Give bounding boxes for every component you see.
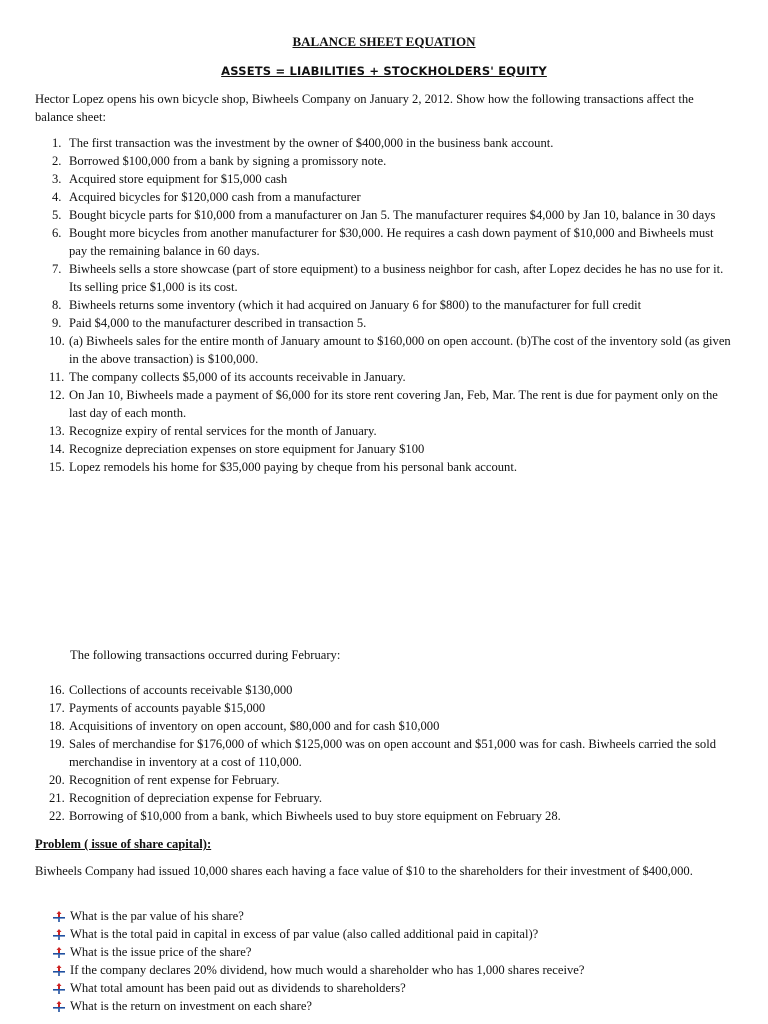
questions-list <box>53 907 584 1015</box>
transaction-number: 14. <box>49 442 65 456</box>
transaction-number: 3. <box>52 172 62 186</box>
transaction-item <box>0 789 768 807</box>
arrow-bullet-icon <box>53 911 65 922</box>
transaction-text: Collections of accounts receivable $130,000 <box>69 683 293 697</box>
question-item <box>53 997 584 1015</box>
transaction-item <box>0 188 768 206</box>
question-item <box>53 907 584 925</box>
transaction-item <box>0 260 768 296</box>
problem-text: Biwheels Company had issued 10,000 shares each having a face value of $10 to the shareholders for their investment of $400,000. <box>35 864 693 878</box>
transaction-number: 16. <box>49 683 65 697</box>
transaction-item <box>0 332 768 368</box>
transaction-number: 7. <box>52 262 62 276</box>
transaction-number: 12. <box>49 388 65 402</box>
page-title: BALANCE SHEET EQUATION <box>292 34 476 49</box>
transaction-number: 20. <box>49 773 65 787</box>
intro-paragraph: Hector Lopez opens his own bicycle shop, Biwheels Company on January 2, 2012. Show how the following transactions affect the balance sheet: <box>35 92 694 124</box>
transaction-text: Recognize expiry of rental services for the month of January. <box>69 424 377 438</box>
transaction-number: 4. <box>52 190 62 204</box>
question-text: What total amount has been paid out as dividends to shareholders? <box>70 981 406 995</box>
february-intro: The following transactions occurred during February: <box>70 648 341 662</box>
transaction-item <box>0 170 768 188</box>
transaction-text: Bought bicycle parts for $10,000 from a manufacturer on Jan 5. The manufacturer requires $4,000 by Jan 10, balance in 30 days <box>69 208 716 222</box>
transaction-number: 8. <box>52 298 62 312</box>
transaction-text: Borrowed $100,000 from a bank by signing a promissory note. <box>69 154 387 168</box>
equation-heading: ASSETS = LIABILITIES + STOCKHOLDERS' EQUITY <box>221 64 547 78</box>
transaction-text: Payments of accounts payable $15,000 <box>69 701 266 715</box>
transaction-number: 21. <box>49 791 65 805</box>
transaction-text: Recognition of rent expense for February. <box>69 773 280 787</box>
transaction-item <box>0 422 768 440</box>
transaction-text: Acquisitions of inventory on open account, $80,000 and for cash $10,000 <box>69 719 440 733</box>
transaction-item <box>0 807 768 825</box>
transaction-item <box>0 296 768 314</box>
transaction-text: Bought more bicycles from another manufacturer for $30,000. He requires a cash down payment of $10,000 and Biwheels must pay the remaining balance in 60 days. <box>69 226 714 258</box>
question-text: What is the par value of his share? <box>70 909 244 923</box>
transaction-text: On Jan 10, Biwheels made a payment of $6,000 for its store rent covering Jan, Feb, Mar. The rent is due for payment only on the last day of each month. <box>69 388 718 420</box>
arrow-bullet-icon <box>53 929 65 940</box>
transaction-number: 11. <box>49 370 65 384</box>
transaction-text: Acquired store equipment for $15,000 cash <box>69 172 288 186</box>
transaction-number: 13. <box>49 424 65 438</box>
transaction-text: The first transaction was the investment by the owner of $400,000 in the business bank account. <box>69 136 554 150</box>
question-item <box>53 961 584 979</box>
transaction-text: Biwheels sells a store showcase (part of store equipment) to a business neighbor for cash, after Lopez decides he has no use for it. Its selling price $1,000 is its cost. <box>69 262 724 294</box>
transaction-text: Acquired bicycles for $120,000 cash from a manufacturer <box>69 190 361 204</box>
transaction-item <box>0 152 768 170</box>
transaction-item <box>0 458 768 476</box>
transaction-number: 22. <box>49 809 65 823</box>
transaction-item <box>0 717 768 735</box>
question-item <box>53 943 584 961</box>
transaction-item <box>0 224 768 260</box>
transaction-number: 2. <box>52 154 62 168</box>
january-transactions-list <box>0 134 768 476</box>
transaction-number: 5. <box>52 208 62 222</box>
question-text: What is the issue price of the share? <box>70 945 252 959</box>
transaction-number: 18. <box>49 719 65 733</box>
transaction-number: 6. <box>52 226 62 240</box>
arrow-bullet-icon <box>53 965 65 976</box>
transaction-text: Paid $4,000 to the manufacturer described in transaction 5. <box>69 316 367 330</box>
question-item <box>53 979 584 997</box>
transaction-number: 19. <box>49 737 65 751</box>
transaction-number: 9. <box>52 316 62 330</box>
transaction-number: 10. <box>49 334 65 348</box>
transaction-item <box>0 134 768 152</box>
transaction-item <box>0 206 768 224</box>
february-transactions-list <box>0 681 768 825</box>
transaction-item <box>0 681 768 699</box>
question-item <box>53 925 584 943</box>
transaction-text: Recognition of depreciation expense for February. <box>69 791 323 805</box>
transaction-text: (a) Biwheels sales for the entire month of January amount to $160,000 on open account. (b)The cost of the inventory sold (as given in the above transaction) is $100,000. <box>69 334 731 366</box>
transaction-item <box>0 440 768 458</box>
question-text: What is the total paid in capital in excess of par value (also called additional paid in capital)? <box>70 927 539 941</box>
arrow-bullet-icon <box>53 983 65 994</box>
transaction-item <box>0 735 768 771</box>
question-text: What is the return on investment on each share? <box>70 999 312 1013</box>
transaction-text: Biwheels returns some inventory (which it had acquired on January 6 for $800) to the manufacturer for full credit <box>69 298 642 312</box>
transaction-item <box>0 771 768 789</box>
transaction-text: The company collects $5,000 of its accounts receivable in January. <box>69 370 406 384</box>
question-text: If the company declares 20% dividend, how much would a shareholder who has 1,000 shares receive? <box>70 963 585 977</box>
transaction-number: 1. <box>52 136 62 150</box>
transaction-text: Recognize depreciation expenses on store equipment for January $100 <box>69 442 425 456</box>
transaction-text: Lopez remodels his home for $35,000 paying by cheque from his personal bank account. <box>69 460 518 474</box>
arrow-bullet-icon <box>53 1001 65 1012</box>
transaction-item <box>0 699 768 717</box>
problem-heading: Problem ( issue of share capital): <box>35 837 212 851</box>
transaction-item <box>0 386 768 422</box>
transaction-text: Borrowing of $10,000 from a bank, which Biwheels used to buy store equipment on February 28. <box>69 809 561 823</box>
transaction-number: 15. <box>49 460 65 474</box>
transaction-item <box>0 314 768 332</box>
transaction-text: Sales of merchandise for $176,000 of which $125,000 was on open account and $51,000 was for cash. Biwheels carried the sold merchandise in inventory at a cost of 110,000. <box>69 737 717 769</box>
transaction-number: 17. <box>49 701 65 715</box>
transaction-item <box>0 368 768 386</box>
arrow-bullet-icon <box>53 947 65 958</box>
